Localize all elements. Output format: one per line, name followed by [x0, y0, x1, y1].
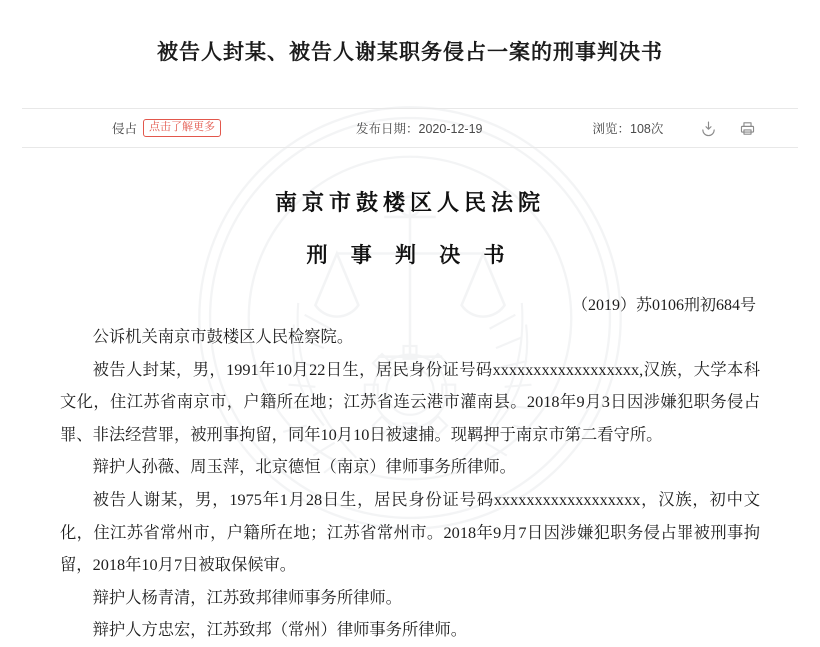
tag-label: 侵占 — [112, 122, 138, 136]
learn-more-badge[interactable]: 点击了解更多 — [143, 119, 221, 137]
paragraph: 被告人谢某，男，1975年1月28日生，居民身份证号码xxxxxxxxxxxxxxxxxx，汉族，初中文化，住江苏省常州市，户籍所在地；江苏省常州市。2018年9月7日因涉嫌犯职务侵占罪被刑事拘留，2018年10月7日被取保候审。 — [60, 489, 760, 575]
court-name: 南京市鼓楼区人民法院 — [274, 190, 545, 215]
paragraph: 辩护人孙薇、周玉萍，北京德恒（南京）律师事务所律师。 — [92, 457, 516, 477]
document-body — [0, 148, 820, 647]
paragraph: 被告人封某，男，1991年10月22日生，居民身份证号码xxxxxxxxxxxxxxxxxx,汉族，大学本科文化，住江苏省南京市，户籍所在地；江苏省连云港市灌南县。2018年9月3日因涉嫌犯职务侵占罪、非法经营罪，被刑事拘留，同年10月10日被逮捕。现羁押于南京市第二看守所。 — [60, 359, 760, 444]
action-icons — [700, 120, 756, 137]
case-number: （2019）苏0106刑初684号 — [571, 296, 756, 314]
publish-date-value: 2020-12-19 — [418, 122, 483, 136]
download-icon[interactable] — [700, 120, 717, 137]
view-count-value: 108次 — [630, 122, 664, 136]
document-kind: 刑 事 判 决 书 — [306, 242, 514, 267]
tag-group — [112, 119, 221, 137]
paragraph: 辩护人杨青清，江苏致邦律师事务所律师。 — [92, 587, 402, 607]
paragraph: 辩护人方忠宏，江苏致邦（常州）律师事务所律师。 — [92, 620, 468, 640]
publish-date — [356, 119, 482, 137]
print-icon[interactable] — [739, 120, 756, 137]
view-count-label: 浏览： — [592, 122, 630, 136]
paragraph: 公诉机关南京市鼓楼区人民检察院。 — [92, 327, 354, 347]
publish-date-label: 发布日期： — [356, 122, 419, 136]
view-count — [592, 119, 663, 137]
page-title: 被告人封某、被告人谢某职务侵占一案的刑事判决书 — [157, 41, 663, 64]
meta-bar — [22, 108, 798, 148]
